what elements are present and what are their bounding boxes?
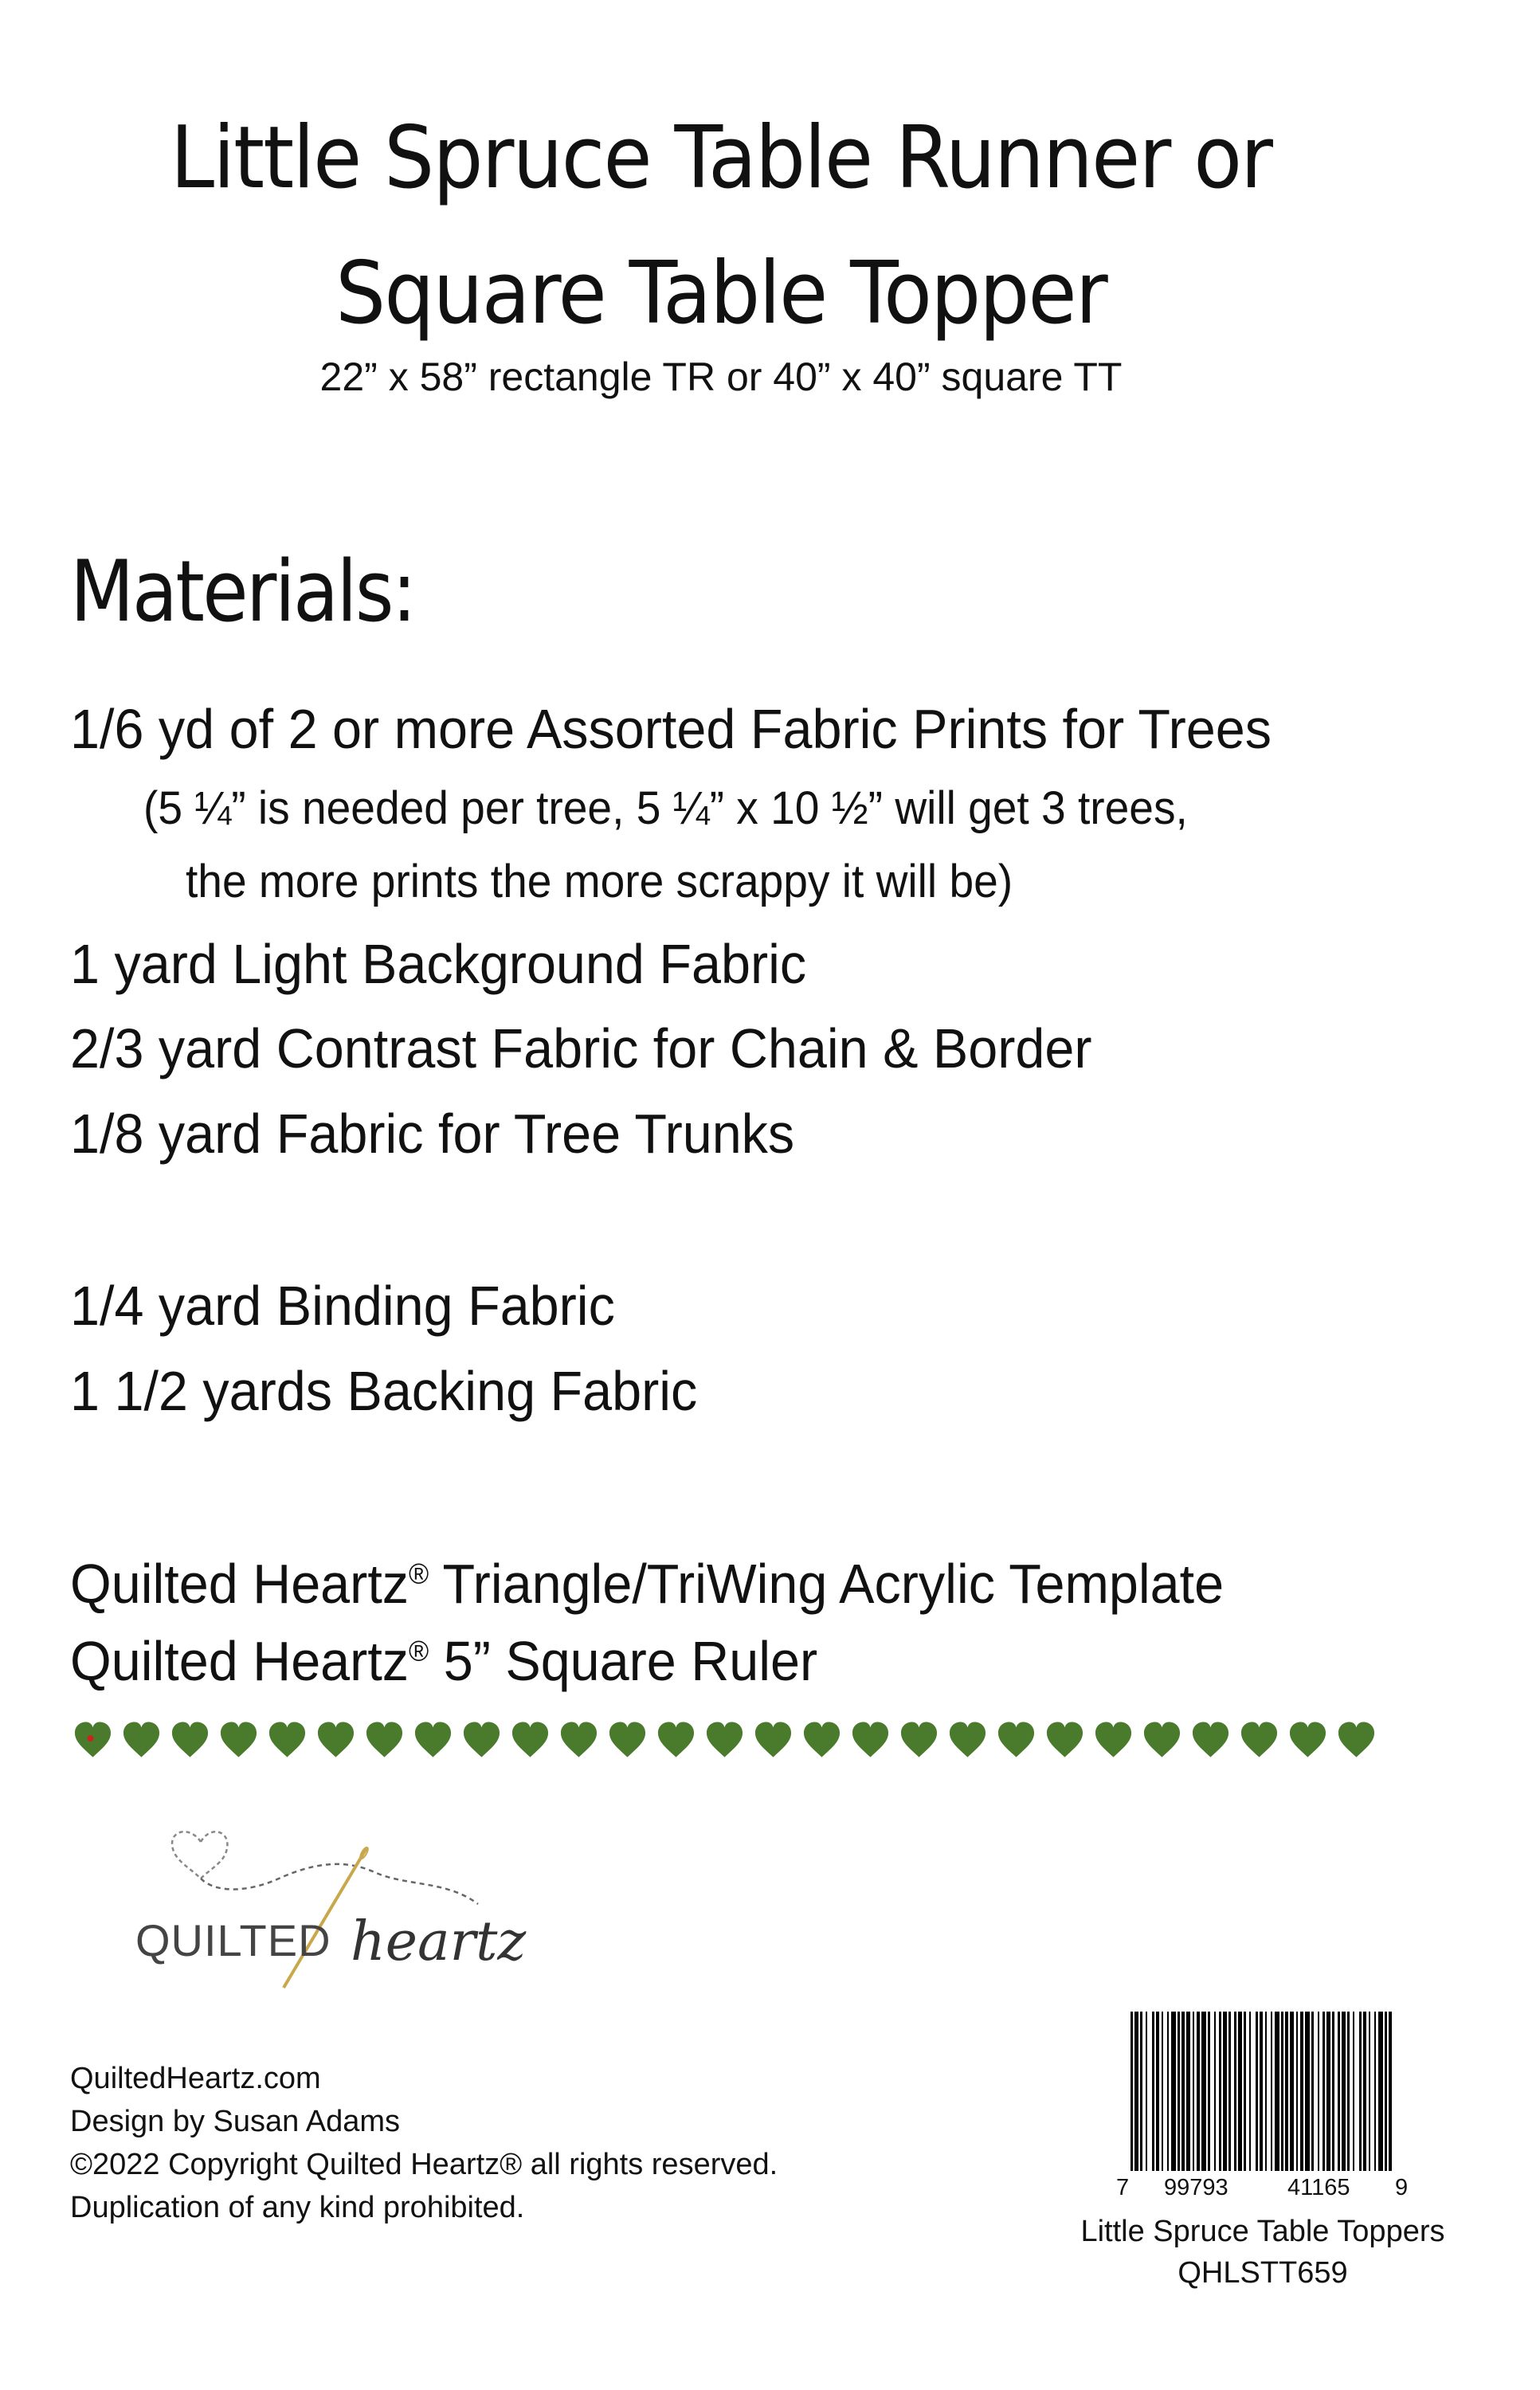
material-trees-note-1: (5 ¼” is needed per tree, 5 ¼” x 10 ½” will get 3 trees, [143,782,1188,834]
template-name: Triangle/TriWing Acrylic Template [429,1553,1225,1615]
barcode-bars [1131,2012,1392,2171]
heart-icon [1045,1721,1084,1761]
subtitle: 22” x 58” rectangle TR or 40” x 40” square TT [319,355,1123,399]
heart-icon [705,1721,744,1761]
heart-icon [948,1721,987,1761]
heart-icon [122,1721,161,1761]
heart-icon [899,1721,938,1761]
heart-icon [656,1721,696,1761]
heart-icon [413,1721,453,1761]
heart-icon [73,1721,112,1761]
heart-icon [1288,1721,1327,1761]
material-template [70,1553,1225,1615]
template-brand: Quilted Heartz [70,1553,409,1615]
footer-notice: Duplication of any kind prohibited. [70,2191,525,2224]
heart-icon [802,1721,841,1761]
material-trees-note-2: the more prints the more scrappy it will be) [186,856,1013,907]
barcode-product-name: Little Spruce Table Toppers [1080,2215,1445,2248]
registered-mark: ® [409,1634,429,1667]
registered-mark: ® [409,1557,429,1590]
barcode-digit-first: 7 [1116,2175,1130,2200]
barcode-digits-group-2: 41165 [1287,2175,1350,2200]
heart-icon [608,1721,647,1761]
footer-copyright: ©2022 Copyright Quilted Heartz® all rights reserved. [70,2148,778,2181]
heart-icon [754,1721,793,1761]
heart-icon [268,1721,307,1761]
material-trees: 1/6 yd of 2 or more Assorted Fabric Prints for Trees [70,698,1272,760]
barcode-digits-group-1: 99793 [1164,2175,1228,2200]
heart-icon [1142,1721,1181,1761]
heart-icon [316,1721,355,1761]
heart-icon [1191,1721,1230,1761]
title-line-1: Little Spruce Table Runner or [170,108,1272,208]
heart-icon [1094,1721,1133,1761]
material-backing: 1 1/2 yards Backing Fabric [70,1360,698,1422]
heart-icon [170,1721,210,1761]
heart-icon [365,1721,404,1761]
ruler-name: 5” Square Ruler [429,1630,818,1692]
barcode-sku: QHLSTT659 [1178,2256,1348,2290]
material-ruler [70,1630,818,1692]
heart-icon [1337,1721,1376,1761]
heart-icon [997,1721,1036,1761]
heart-divider [73,1721,1376,1761]
footer-designer: Design by Susan Adams [70,2105,401,2138]
heart-icon [1240,1721,1279,1761]
ruler-brand: Quilted Heartz [70,1630,409,1692]
material-background: 1 yard Light Background Fabric [70,933,807,995]
material-contrast: 2/3 yard Contrast Fabric for Chain & Border [70,1017,1092,1079]
heart-icon [851,1721,890,1761]
logo-heartz-text: heartz [351,1910,527,1973]
heart-icon [462,1721,501,1761]
barcode [1116,2012,1408,2203]
heart-icon [559,1721,598,1761]
barcode-digit-last: 9 [1395,2175,1408,2200]
title-line-2: Square Table Topper [335,244,1107,343]
heart-icon [511,1721,550,1761]
material-binding: 1/4 yard Binding Fabric [70,1275,615,1337]
logo-quilted-text: QUILTED [135,1915,331,1965]
footer-website: QuiltedHeartz.com [70,2062,321,2095]
materials-heading: Materials: [70,543,415,641]
quilted-heartz-logo [127,1816,542,2000]
heart-icon [219,1721,258,1761]
material-trunks: 1/8 yard Fabric for Tree Trunks [70,1103,795,1165]
